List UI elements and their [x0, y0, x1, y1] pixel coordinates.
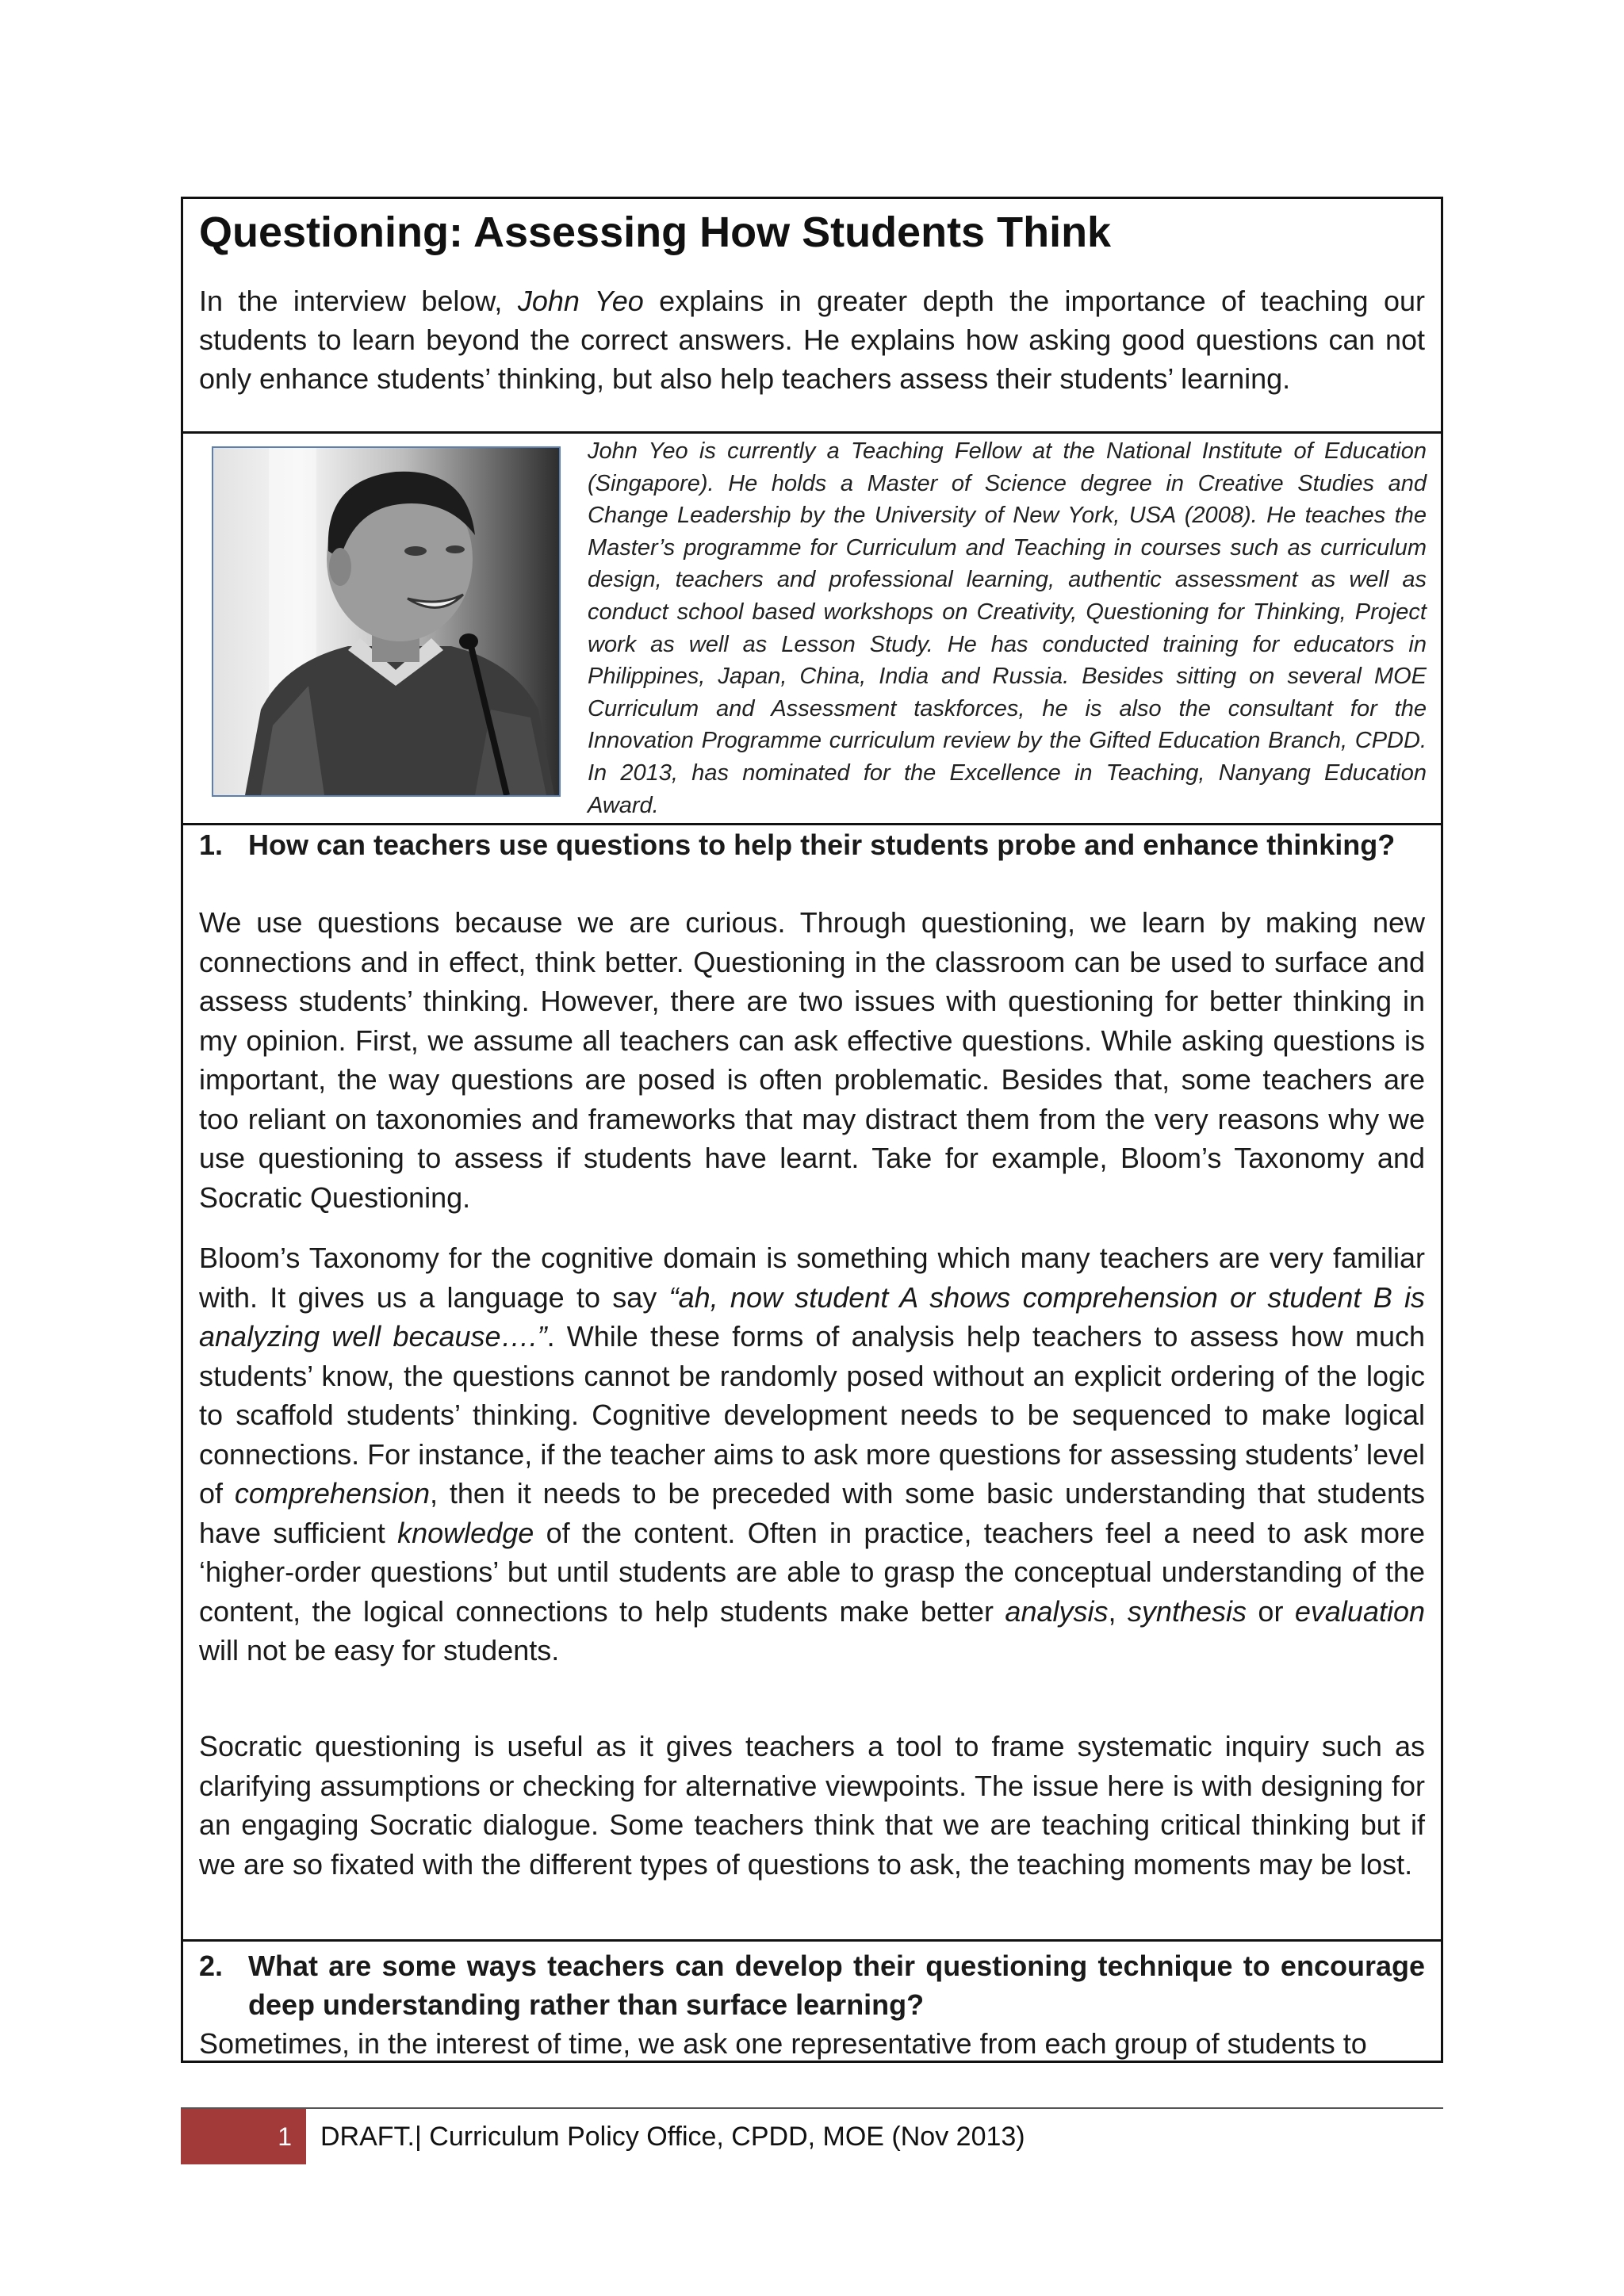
intro-paragraph — [199, 281, 1425, 398]
portrait-illustration — [213, 448, 559, 795]
intro-text: In the interview below, — [199, 285, 518, 317]
answer-paragraph: Sometimes, in the interest of time, we ask one representative from each group of students to — [199, 2027, 1367, 2060]
bio-section — [183, 434, 1441, 825]
question-2-section — [183, 1942, 1441, 2061]
question-text: How can teachers use questions to help their students probe and enhance thinking? — [248, 828, 1396, 861]
answer-paragraph: We use questions because we are curious. Through questioning, we learn by making new connections and in effect, think better. Questioning in the classroom can be used to surface and assess students’ thinking. However, there are two issues with questioning for better thinking in my opinion. First, we assume all teachers can ask effective questions. While asking questions is important, the way questions are posed is often problematic. Besides that, some teachers are too reliant on taxonomies and frameworks that may distract them from the very reasons why we use questioning to assess if students have learnt. Take for example, Bloom’s Taxonomy and Socratic Questioning. — [199, 906, 1425, 1214]
question-text: What are some ways teachers can develop their questioning technique to encourage deep understanding rather than surface learning? — [248, 1950, 1425, 2021]
answer-paragraph: Bloom’s Taxonomy for the cognitive domain is something which many teachers are very familiar with. It gives us a language to say “ah, now student A shows comprehension or student B is analyzing well because….”. While these forms of analysis help teachers to assess how much students’ know, the questions cannot be randomly posed without an explicit ordering of the logic to scaffold students’ thinking. Cognitive development needs to be sequenced to make logical connections. For instance, if the teacher aims to ask more questions for assessing students’ level of comprehension, then it needs to be preceded with some basic understanding that students have sufficient knowledge of the content. Often in practice, teachers feel a need to ask more ‘higher-order questions’ but until students are able to grasp the conceptual understanding of the content, the logical connections to help students make better analysis, synthesis or evaluation will not be easy for students. — [199, 1242, 1426, 1667]
answer-paragraph: Socratic questioning is useful as it gives teachers a tool to frame systematic inquiry such as clarifying assumptions or checking for alternative viewpoints. The issue here is with designing for an engaging Socratic dialogue. Some teachers think that we are teaching critical thinking but if we are so fixated with the different types of questions to ask, the teaching moments may be lost. — [199, 1730, 1425, 1881]
intro-text: explains in greater depth the importance of teaching our students to learn beyond the correct answers. He explains how asking good questions can not only enhance students’ thinking, but also help teachers assess their students’ learning. — [199, 285, 1426, 395]
page-title: Questioning: Assessing How Students Think — [199, 209, 1112, 256]
question-2-heading — [199, 1946, 1425, 2024]
question-1-heading — [199, 825, 1425, 864]
footer-text: DRAFT.| Curriculum Policy Office, CPDD, MOE (Nov 2013) — [320, 2122, 1025, 2152]
interview-frame — [181, 197, 1443, 2063]
question-1-section — [183, 825, 1441, 1942]
question-number: 1. — [199, 828, 224, 861]
interviewee-name: John Yeo — [517, 285, 644, 317]
portrait-photo — [212, 446, 561, 797]
question-number: 2. — [199, 1950, 224, 1982]
quote: “ah, now student A shows comprehension or student B is analyzing well because….” — [199, 1280, 1425, 1353]
page-number: 1 — [181, 2109, 306, 2164]
title-section — [183, 199, 1441, 434]
bio-text: John Yeo is currently a Teaching Fellow at the National Institute of Education (Singapore). He holds a Master of Science degree in Creative Studies and Change Leadership by the University of New York, USA (2008). He teaches the Master’s programme for Curriculum and Teaching in courses such as curriculum design, teachers and professional learning, authentic assessment as well as conduct school based workshops on Creativity, Questioning for Thinking, Project work as well as Lesson Study. He has conducted training for educators in Philippines, Japan, China, India and Russia. Besides sitting on several MOE Curriculum and Assessment taskforces, he is also the consultant for the Innovation Programme curriculum review by the Gifted Education Branch, CPDD. In 2013, has nominated for the Excellence in Teaching, Nanyang Education Award. — [588, 438, 1427, 818]
